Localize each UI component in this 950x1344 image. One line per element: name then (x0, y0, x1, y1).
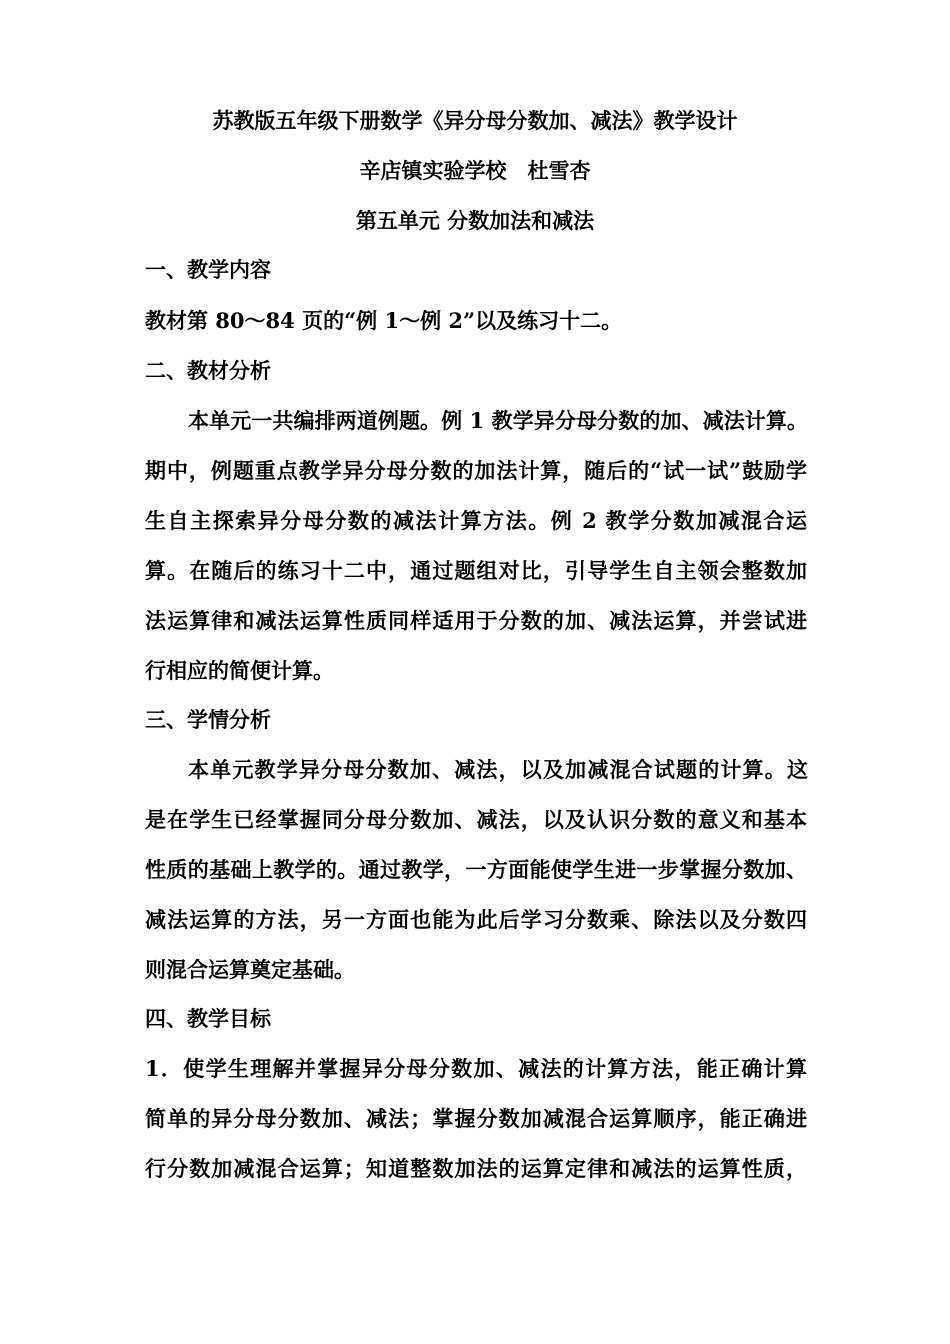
section-heading-objectives: 四、教学目标 (145, 1006, 271, 1031)
section-heading-students: 三、学情分析 (145, 707, 271, 732)
paragraph-line: 教材第 80～84 页的“例 1～例 2”以及练习十二。 (145, 308, 623, 333)
unit-heading: 第五单元 分数加法和减法 (355, 208, 595, 233)
paragraph-line: 简单的异分母分数加、减法；掌握分数加减混合运算顺序，能正确进 (145, 1106, 807, 1131)
paragraph-line: 行相应的简便计算。 (145, 658, 334, 683)
document-title: 苏教版五年级下册数学《异分母分数加、减法》教学设计 (212, 108, 738, 133)
paragraph-line: 本单元教学异分母分数加、减法，以及加减混合试题的计算。这 (188, 757, 808, 782)
paragraph-line: 期中，例题重点教学异分母分数的加法计算，随后的“试一试”鼓励学 (145, 458, 807, 483)
paragraph-line: 是在学生已经掌握同分母分数加、减法，以及认识分数的意义和基本 (145, 807, 807, 832)
paragraph-line: 则混合运算奠定基础。 (145, 957, 355, 982)
paragraph-line: 算。在随后的练习十二中，通过题组对比，引导学生自主领会整数加 (145, 558, 807, 583)
paragraph-line: 法运算律和减法运算性质同样适用于分数的加、减法运算，并尝试进 (145, 608, 807, 633)
paragraph-line: 行分数加减混合运算；知道整数加法的运算定律和减法的运算性质， (145, 1156, 807, 1181)
paragraph-line: 1．使学生理解并掌握异分母分数加、减法的计算方法，能正确计算 (145, 1056, 807, 1081)
section-heading-content: 一、教学内容 (145, 257, 271, 282)
paragraph-line: 减法运算的方法，另一方面也能为此后学习分数乘、除法以及分数四 (145, 907, 807, 932)
paragraph-line: 本单元一共编排两道例题。例 1 教学异分母分数的加、减法计算。 (188, 408, 808, 433)
section-heading-analysis: 二、教材分析 (145, 358, 271, 383)
paragraph-line: 生自主探索异分母分数的减法计算方法。例 2 教学分数加减混合运 (145, 508, 807, 533)
paragraph-line: 性质的基础上教学的。通过教学，一方面能使学生进一步掌握分数加、 (145, 857, 807, 882)
author-line: 辛店镇实验学校 杜雪杏 (359, 158, 591, 183)
